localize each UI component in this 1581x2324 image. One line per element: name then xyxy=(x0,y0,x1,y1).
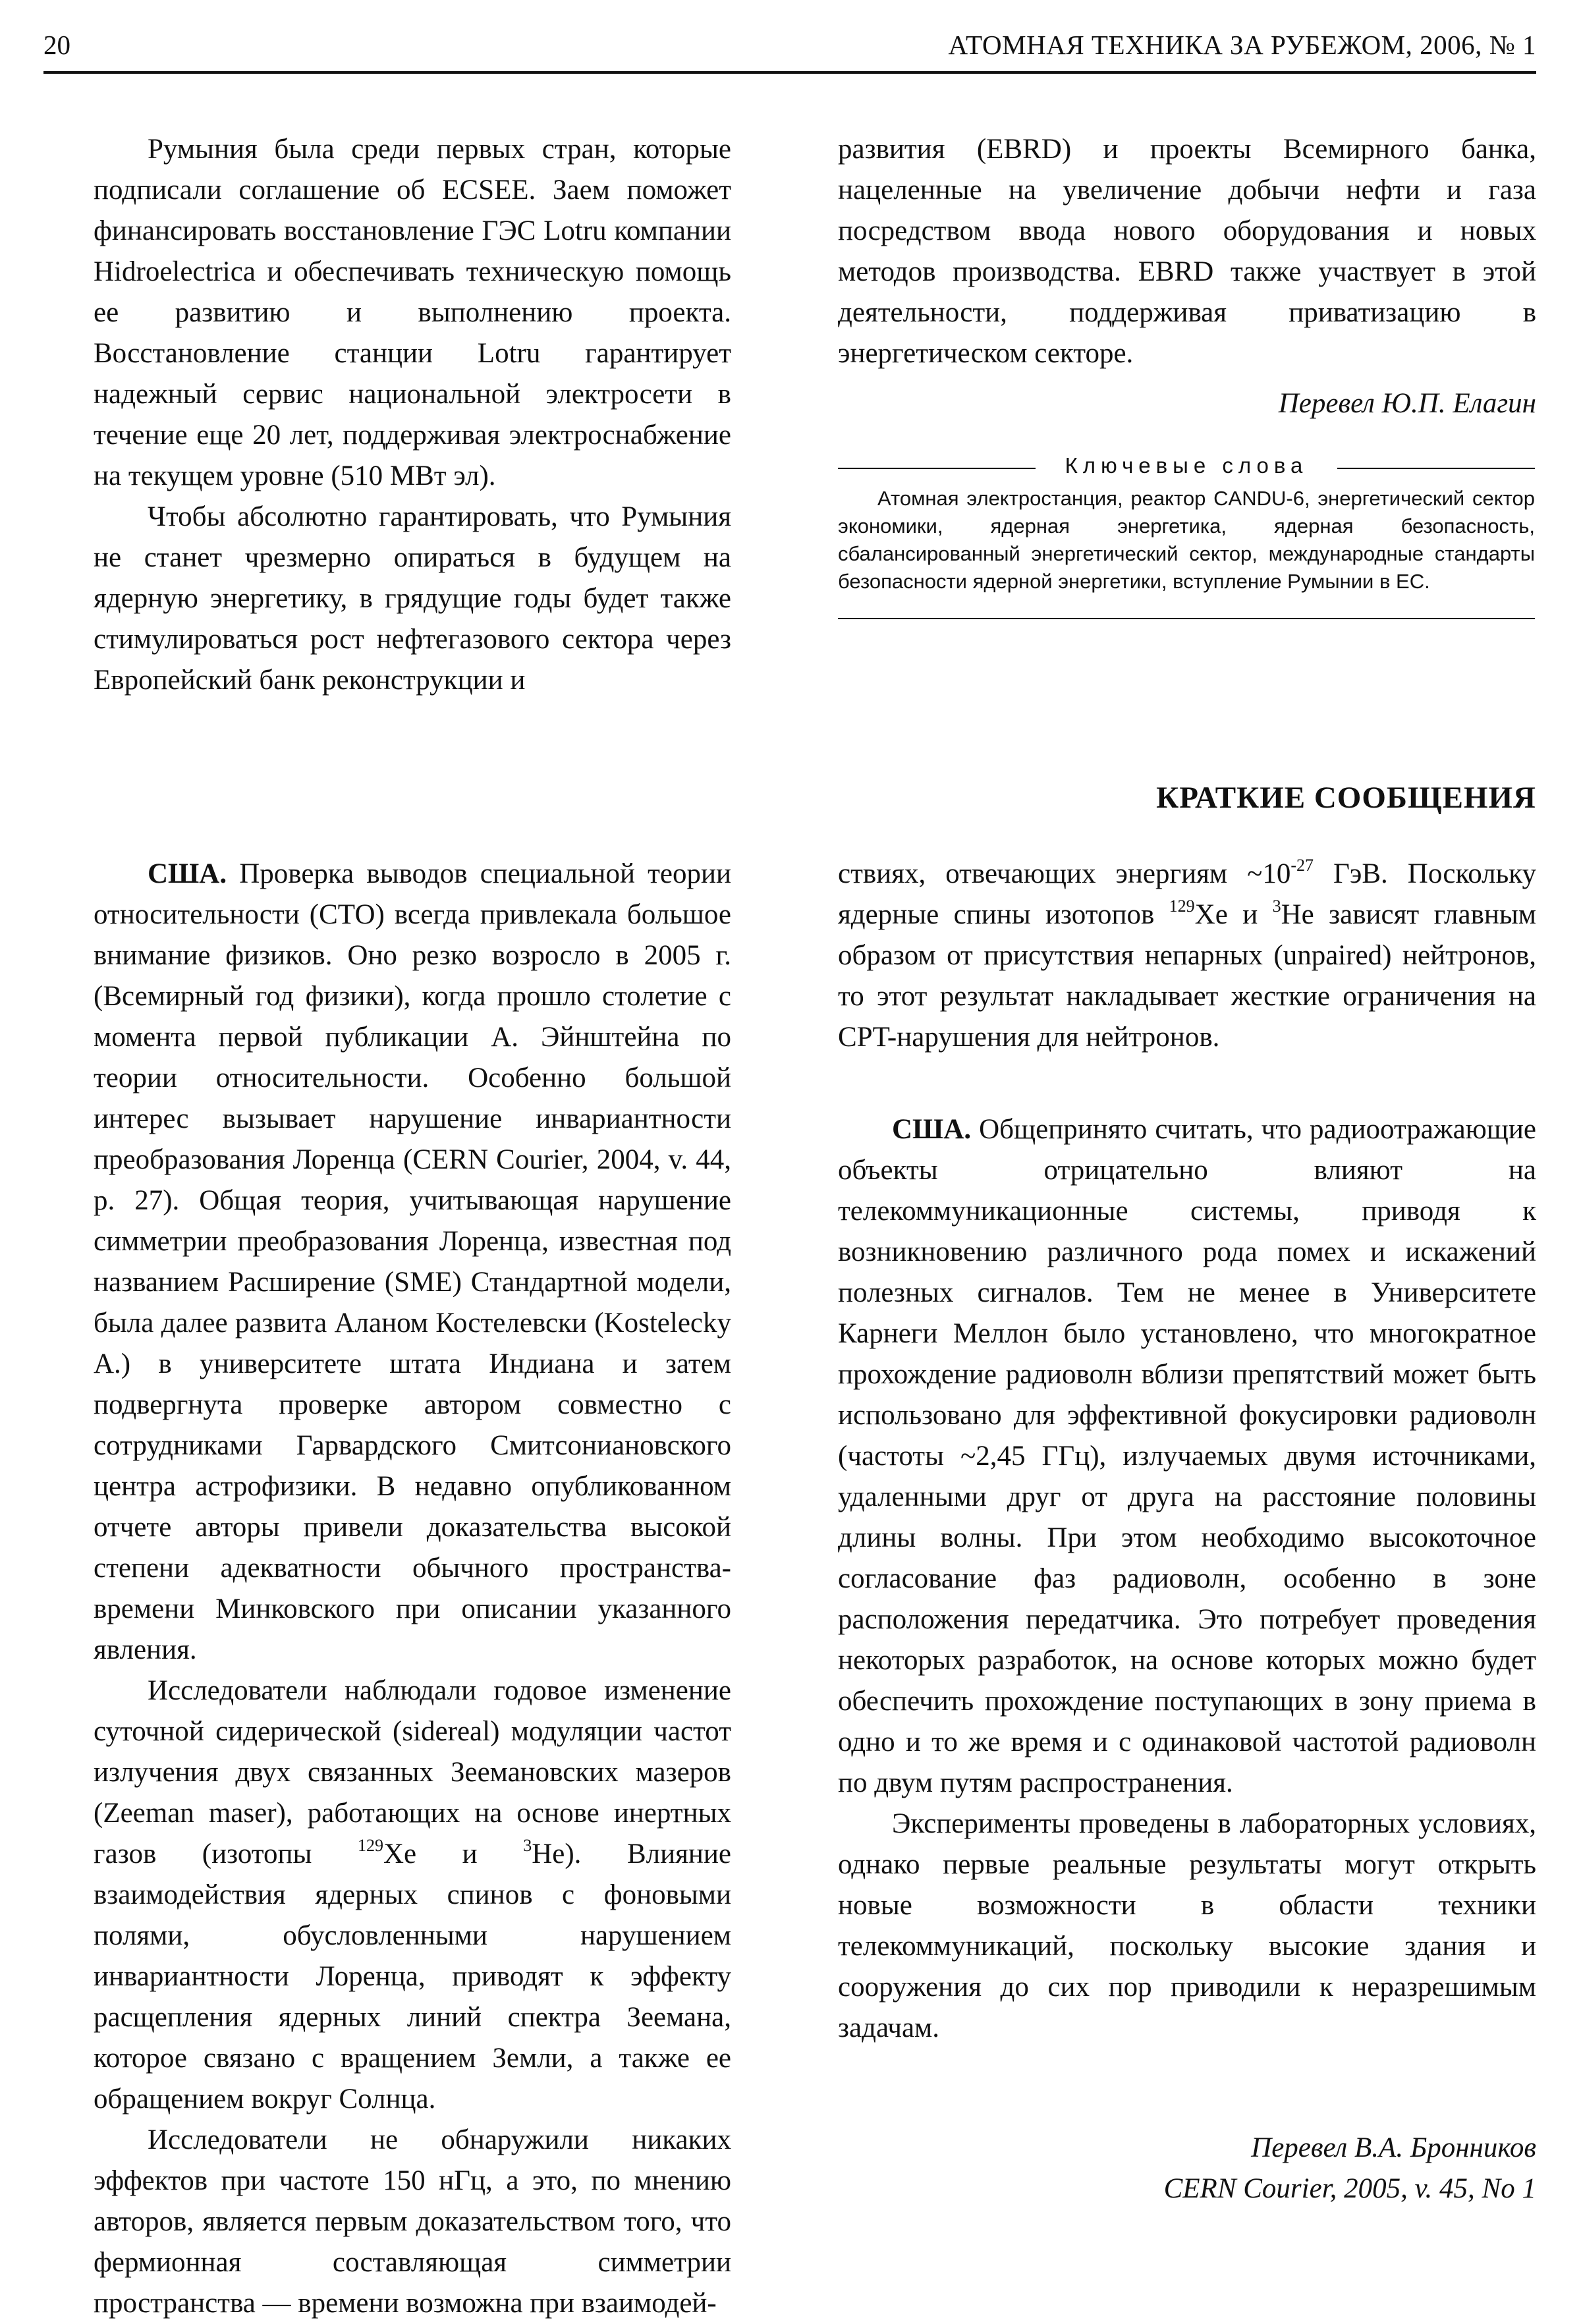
keywords-title: Ключевые слова xyxy=(1059,453,1315,478)
paragraph xyxy=(94,1671,731,2120)
top-right-column xyxy=(838,129,1536,424)
country-label: США. xyxy=(892,1114,972,1145)
keywords-box xyxy=(838,453,1535,619)
divider xyxy=(838,468,1036,469)
superscript: 3 xyxy=(523,1836,532,1855)
running-header xyxy=(43,25,1536,74)
superscript: 129 xyxy=(357,1836,383,1855)
divider xyxy=(1337,468,1535,469)
journal-title: АТОМНАЯ ТЕХНИКА ЗА РУБЕЖОМ, 2006, № 1 xyxy=(948,30,1536,60)
paragraph-text: Xe и xyxy=(383,1839,524,1869)
paragraph-text: Проверка выводов специальной теории относительности (СТО) всегда привлекала большое внимание физиков. Оно резко возросло в 2005 г. (Всемирный год физики), когда прошло столетие с момента первой публикации А. Эйнштейна по теории относительности. Особенно большой интерес вызывает нарушение инвариантности преобразования Лоренца (CERN Courier, 2004, v. 44, p. 27). Общая теория, учитывающая нарушение симметрии преобразования Лоренца, известная под названием Расширение (SME) Стандартной модели, была далее развита Аланом Костелевски (Kostelecky A.) в университете штата Индиана и затем подвергнута проверке автором совместно с сотрудниками Гарвардского Смитсонианoвского центра астрофизики. В недавно опубликованном отчете авторы привели доказательства высокой степени адекватности обычного пространства-времени Минковского при описании указанного явления. xyxy=(94,858,732,1665)
paragraph xyxy=(838,1109,1536,1804)
paragraph: Эксперименты проведены в лабораторных условиях, однако первые реальные результаты могут открыть новые возможности в области техники телекоммуникаций, поскольку высокие здания и сооружения до сих пор приводили к неразрешимым задачам. xyxy=(838,1808,1536,2043)
paragraph: развития (EBRD) и проекты Всемирного банка, нацеленные на увеличение добычи нефти и газа посредством ввода нового оборудования и новых методов производства. EBRD также участвует в этой деятельности, поддерживая приватизацию в энергетическом секторе. xyxy=(838,134,1536,369)
superscript: -27 xyxy=(1290,856,1314,875)
paragraph-text: He зависят главным образом от присутствия непарных (unpaired) нейтронов, то этот результат накладывает жесткие ограничения на CPT-нарушения для нейтронов. xyxy=(838,899,1536,1053)
paragraph xyxy=(838,854,1536,1058)
section-title: КРАТКИЕ СООБЩЕНИЯ xyxy=(1156,781,1536,815)
keywords-list: Атомная электростанция, реактор CANDU-6, энергетический сектор экономики, ядерная энергетика, ядерная безопасность, сбалансированный энергетический сектор, международные стандарты безопасности ядерной энергетики, вступление Румынии в ЕС. xyxy=(838,487,1535,593)
paragraph-text: He). Влияние взаимодействия ядерных спинов с фоновыми полями, обусловленными нарушением инвариантности Лоренца, приводят к эффекту расщепления ядерных линий спектра Зеемана, которое связано с вращением Земли, а также ее обращением вокруг Солнца. xyxy=(94,1839,731,2115)
paragraph: Исследователи не обнаружили никаких эффектов при частоте 150 нГц, а это, по мнению авторов, является первым доказательством того, что фермионная составляющая симметрии пространства — времени возможна при взаимодей- xyxy=(94,2124,731,2319)
divider xyxy=(838,618,1535,619)
paragraph-text: Xe и xyxy=(1194,899,1273,930)
top-left-column xyxy=(94,129,731,701)
keywords-text xyxy=(838,485,1535,595)
paragraph xyxy=(94,854,731,1671)
translator-credit: Перевел Ю.П. Елагин xyxy=(1278,388,1536,419)
source-citation: CERN Courier, 2005, v. 45, No 1 xyxy=(1163,2173,1536,2204)
bottom-right-column xyxy=(838,854,1536,2209)
keywords-heading xyxy=(838,453,1535,482)
page-number: 20 xyxy=(43,30,70,60)
paragraph-text: Исследователи наблюдали годовое изменение суточной сидерической (sidereal) модуляции частот излучения двух связанных Зеемановских мазеров (Zeeman maser), работающих на основе инертных газов (изотопы xyxy=(94,1675,731,1869)
superscript: 3 xyxy=(1272,897,1281,916)
translator-credit: Перевел В.А. Бронников xyxy=(1251,2132,1536,2163)
paragraph-text: ствиях, отвечающих энергиям ~10 xyxy=(838,858,1291,889)
paragraph: Румыния была среди первых стран, которые подписали соглашение об ECSEE. Заем поможет финансировать восстановление ГЭС Lotru компании Hidroelectrica и обеспечивать техническую помощь ее развитию и выполнению проекта. Восстановление станции Lotru гарантирует надежный сервис национальной электросети в течение еще 20 лет, поддерживая электроснабжение на текущем уровне (510 МВт эл). xyxy=(94,134,731,491)
bottom-left-column xyxy=(94,854,731,2324)
paragraph-text: Общепринято считать, что радиоотражающие объекты отрицательно влияют на телекоммуникационные системы, приводя к возникновению различного рода помех и искажений полезных сигналов. Тем не менее в Университете Карнеги Меллон было установлено, что многократное прохождение радиоволн вблизи препятствий может быть использовано для эффективной фокусировки радиоволн (частоты ~2,45 ГГц), излучаемых двумя источниками, удаленными друг от друга на расстояние половины длины волны. При этом необходимо высокоточное согласование фаз радиоволн, особенно в зоне расположения передатчика. Это потребует проведения некоторых разработок, на основе которых можно будет обеспечить прохождение поступающих в зону приема в одно и то же время и с одинаковой частотой радиоволн по двум путям распространения. xyxy=(838,1114,1536,1798)
paragraph-text: ГэВ. Поскольку ядерные спины изотопов xyxy=(838,858,1536,930)
paragraph: Чтобы абсолютно гарантировать, что Румыния не станет чрезмерно опираться в будущем на ядерную энергетику, в грядущие годы будет также стимулироваться рост нефтегазового сектора через Европейский банк реконструкции и xyxy=(94,501,731,696)
superscript: 129 xyxy=(1169,897,1195,916)
country-label: США. xyxy=(148,858,227,889)
